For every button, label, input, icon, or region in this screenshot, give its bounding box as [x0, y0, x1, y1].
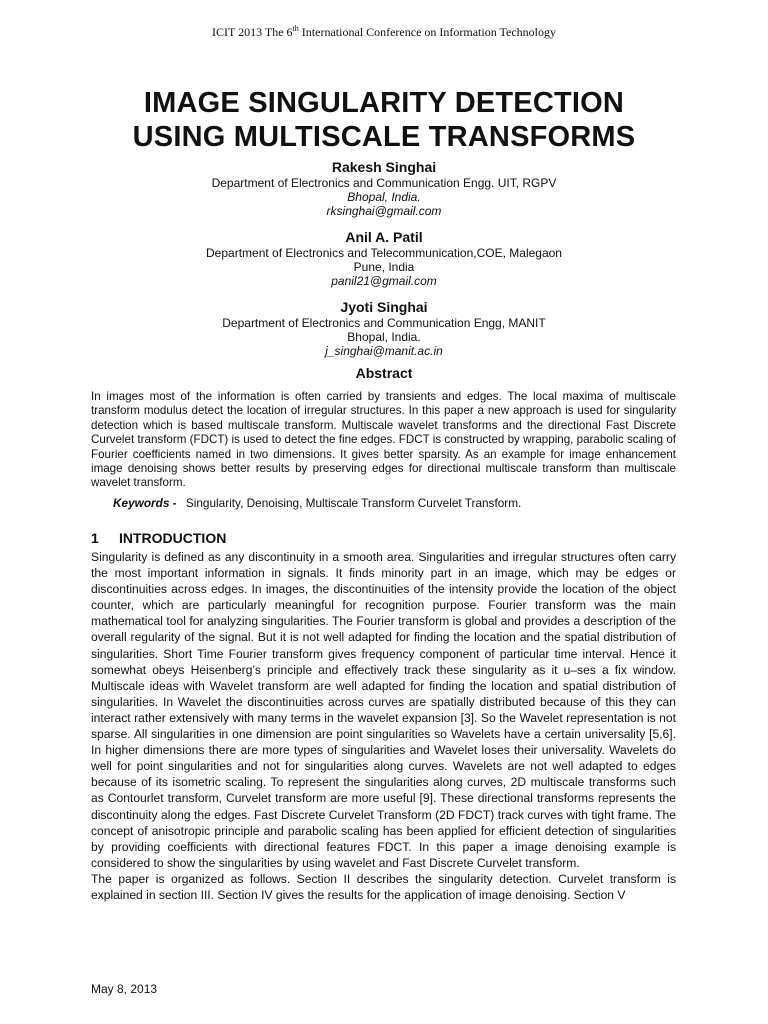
author-email[interactable]: rksinghai@gmail.com [326, 204, 442, 218]
abstract-heading: Abstract [355, 365, 413, 381]
author-affiliation: Department of Electronics and Communication Engg. UIT, RGPV [211, 176, 557, 190]
section-heading-introduction [91, 530, 226, 546]
introduction-body [91, 549, 676, 903]
abstract-text: In images most of the information is often carried by transients and edges. The local maxima of multiscale transform modulus detect the location of irregular structures. In this paper a new approach is used for singularity detection which is based multiscale transform. Multiscale wavelet transforms and the directional Fast Discrete Curvelet transform (FDCT) is used to detect the fine edges. FDCT is constructed by wrapping, parabolic scaling of Fourier coefficients named in two dimensions. It gives better sparsity. As an example for image enhancement image denoising shows better results by preserving edges for directional multiscale transform than multiscale wavelet transform. [91, 390, 676, 490]
author-email[interactable]: j_singhai@manit.ac.in [325, 344, 443, 358]
author-email[interactable]: panil21@gmail.com [331, 274, 437, 288]
header-prefix: ICIT 2013 The 6 [212, 25, 293, 39]
title-line-2: USING MULTISCALE TRANSFORMS [132, 121, 636, 153]
author-affiliation: Department of Electronics and Communication Engg, MANIT [222, 316, 546, 330]
keywords-text: Singularity, Denoising, Multiscale Transform Curvelet Transform. [185, 496, 522, 510]
keywords-label: Keywords - [113, 496, 177, 510]
header-superscript: th [292, 24, 299, 33]
section-number: 1 [91, 530, 99, 546]
author-location: Bhopal, India. [347, 330, 421, 344]
author-name: Jyoti Singhai [340, 299, 428, 315]
paper-title [60, 86, 708, 154]
header-suffix: International Conference on Information Technology [298, 25, 556, 39]
conference-header [0, 24, 768, 40]
author-affiliation: Department of Electronics and Telecommunication,COE, Malegaon [206, 246, 562, 260]
author-name: Rakesh Singhai [331, 159, 437, 175]
footer-date: May 8, 2013 [91, 982, 158, 996]
keywords-line [113, 496, 673, 510]
author-location: Bhopal, India. [347, 190, 421, 204]
section-title: INTRODUCTION [119, 530, 227, 546]
body-paragraph-1: Singularity is defined as any discontinuity in a smooth area. Singularities and irregular structures often carry the most important information in signals. It finds minority part in an image, which may be edges or discontinuities across edges. In images, the discontinuities of the intensity provide the location of the object counter, which are particularly meaningful for recognition purpose. Fourier transform was the main mathematical tool for analyzing singularities. The Fourier transform is global and provides a description of the overall regularity of the signal. But it is not well adapted for finding the location and the spatial distribution of singularities. Short Time Fourier transform gives frequency component of particular time interval. Hence it somewhat obeys Heisenberg’s principle and effectively track these singularity as it u–ses a fix window. Multiscale ideas with Wavelet transform are well adapted for finding the location and spatial distribution of singularities. In Wavelet the discontinuities across curves are spatially distributed because of this they can interact rather extensively with many terms in the wavelet expansion [3]. So the Wavelet representation is not sparse. All singularities in one dimension are point singularities so Wavelets have a certain universality [5,6]. In higher dimensions there are more types of singularities and Wavelet loses their universality. Wavelets do well for point singularities and not for singularities along curves. Wavelets are not well adapted to edges because of its isometric scaling. To represent the singularities along curves, 2D multiscale transforms such as Contourlet transform, Curvelet transform are more useful [9]. These directional transforms represents the discontinuity along the edges. Fast Discrete Curvelet Transform (2D FDCT) track curves with tight frame. The concept of anisotropic principle and parabolic scaling has been applied for efficient detection of singularities by providing coefficients with directional features FDCT. In this paper a image denoising example is considered to show the singularities by using wavelet and Fast Discrete Curvelet transform. [91, 550, 676, 870]
author-2 [90, 228, 678, 288]
author-name: Anil A. Patil [345, 229, 423, 245]
author-1 [90, 158, 678, 218]
body-paragraph-2: The paper is organized as follows. Section II describes the singularity detection. Curvelet transform is explained in section III. Section IV gives the results for the application of image denoising. Section V [91, 871, 676, 902]
title-line-1: IMAGE SINGULARITY DETECTION [143, 87, 625, 119]
author-block [90, 158, 678, 368]
author-location: Pune, India [353, 260, 415, 274]
author-3 [90, 298, 678, 358]
